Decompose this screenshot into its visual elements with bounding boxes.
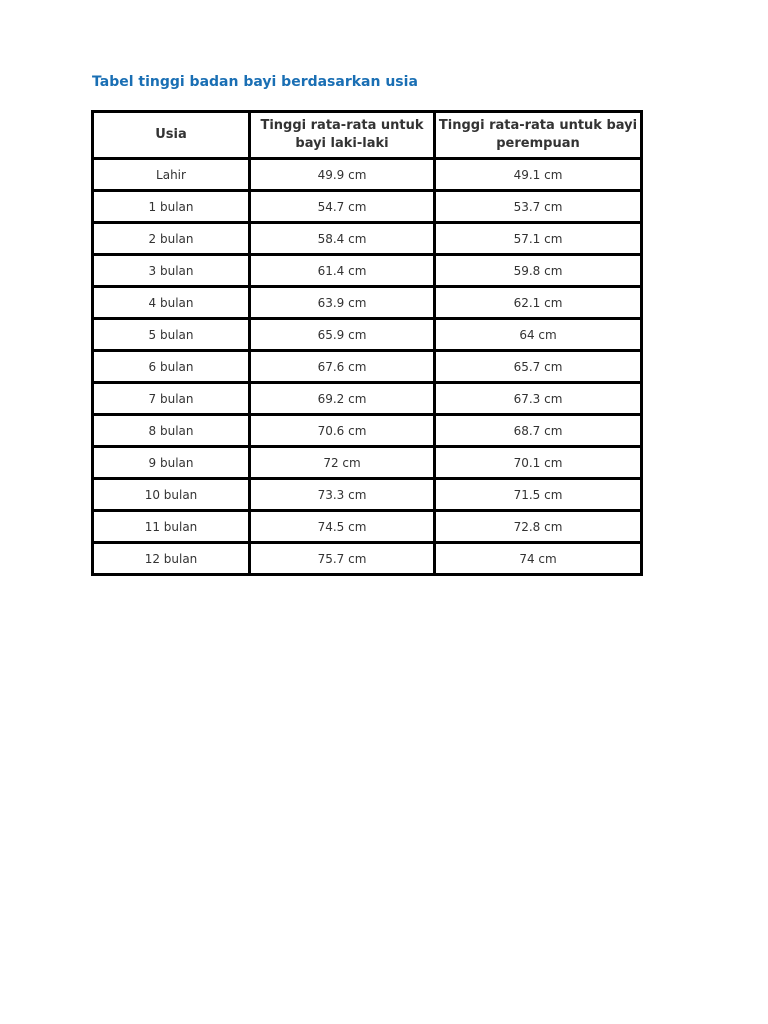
header-boys-height: Tinggi rata-rata untuk bayi laki-laki	[250, 112, 435, 159]
cell-girls-height: 62.1 cm	[435, 287, 642, 319]
cell-boys-height: 65.9 cm	[250, 319, 435, 351]
table-row	[93, 255, 642, 287]
cell-girls-height: 57.1 cm	[435, 223, 642, 255]
cell-age: 12 bulan	[93, 543, 250, 575]
table-row	[93, 415, 642, 447]
cell-girls-height: 71.5 cm	[435, 479, 642, 511]
table-row	[93, 511, 642, 543]
cell-boys-height: 61.4 cm	[250, 255, 435, 287]
cell-boys-height: 70.6 cm	[250, 415, 435, 447]
table-row	[93, 383, 642, 415]
cell-boys-height: 67.6 cm	[250, 351, 435, 383]
cell-age: Lahir	[93, 159, 250, 191]
cell-boys-height: 69.2 cm	[250, 383, 435, 415]
cell-age: 1 bulan	[93, 191, 250, 223]
header-girls-height: Tinggi rata-rata untuk bayi perempuan	[435, 112, 642, 159]
cell-girls-height: 49.1 cm	[435, 159, 642, 191]
table-row	[93, 191, 642, 223]
cell-age: 8 bulan	[93, 415, 250, 447]
table-row	[93, 319, 642, 351]
cell-age: 2 bulan	[93, 223, 250, 255]
table-row	[93, 543, 642, 575]
height-by-age-table	[91, 110, 643, 576]
cell-boys-height: 75.7 cm	[250, 543, 435, 575]
table-header	[93, 112, 642, 159]
cell-age: 5 bulan	[93, 319, 250, 351]
cell-age: 3 bulan	[93, 255, 250, 287]
cell-age: 4 bulan	[93, 287, 250, 319]
cell-girls-height: 70.1 cm	[435, 447, 642, 479]
table-row	[93, 351, 642, 383]
table-body	[93, 159, 642, 575]
cell-girls-height: 64 cm	[435, 319, 642, 351]
header-age: Usia	[93, 112, 250, 159]
table-row	[93, 159, 642, 191]
cell-age: 6 bulan	[93, 351, 250, 383]
cell-boys-height: 63.9 cm	[250, 287, 435, 319]
cell-girls-height: 65.7 cm	[435, 351, 642, 383]
cell-girls-height: 72.8 cm	[435, 511, 642, 543]
cell-boys-height: 58.4 cm	[250, 223, 435, 255]
cell-age: 10 bulan	[93, 479, 250, 511]
cell-age: 7 bulan	[93, 383, 250, 415]
table-row	[93, 479, 642, 511]
cell-girls-height: 59.8 cm	[435, 255, 642, 287]
cell-boys-height: 49.9 cm	[250, 159, 435, 191]
table-row	[93, 447, 642, 479]
cell-girls-height: 74 cm	[435, 543, 642, 575]
cell-girls-height: 53.7 cm	[435, 191, 642, 223]
cell-boys-height: 54.7 cm	[250, 191, 435, 223]
table-row	[93, 223, 642, 255]
cell-girls-height: 68.7 cm	[435, 415, 642, 447]
table-row	[93, 287, 642, 319]
cell-age: 11 bulan	[93, 511, 250, 543]
cell-boys-height: 72 cm	[250, 447, 435, 479]
table-header-row	[93, 112, 642, 159]
cell-boys-height: 73.3 cm	[250, 479, 435, 511]
cell-boys-height: 74.5 cm	[250, 511, 435, 543]
cell-girls-height: 67.3 cm	[435, 383, 642, 415]
page-title: Tabel tinggi badan bayi berdasarkan usia	[92, 74, 418, 90]
cell-age: 9 bulan	[93, 447, 250, 479]
